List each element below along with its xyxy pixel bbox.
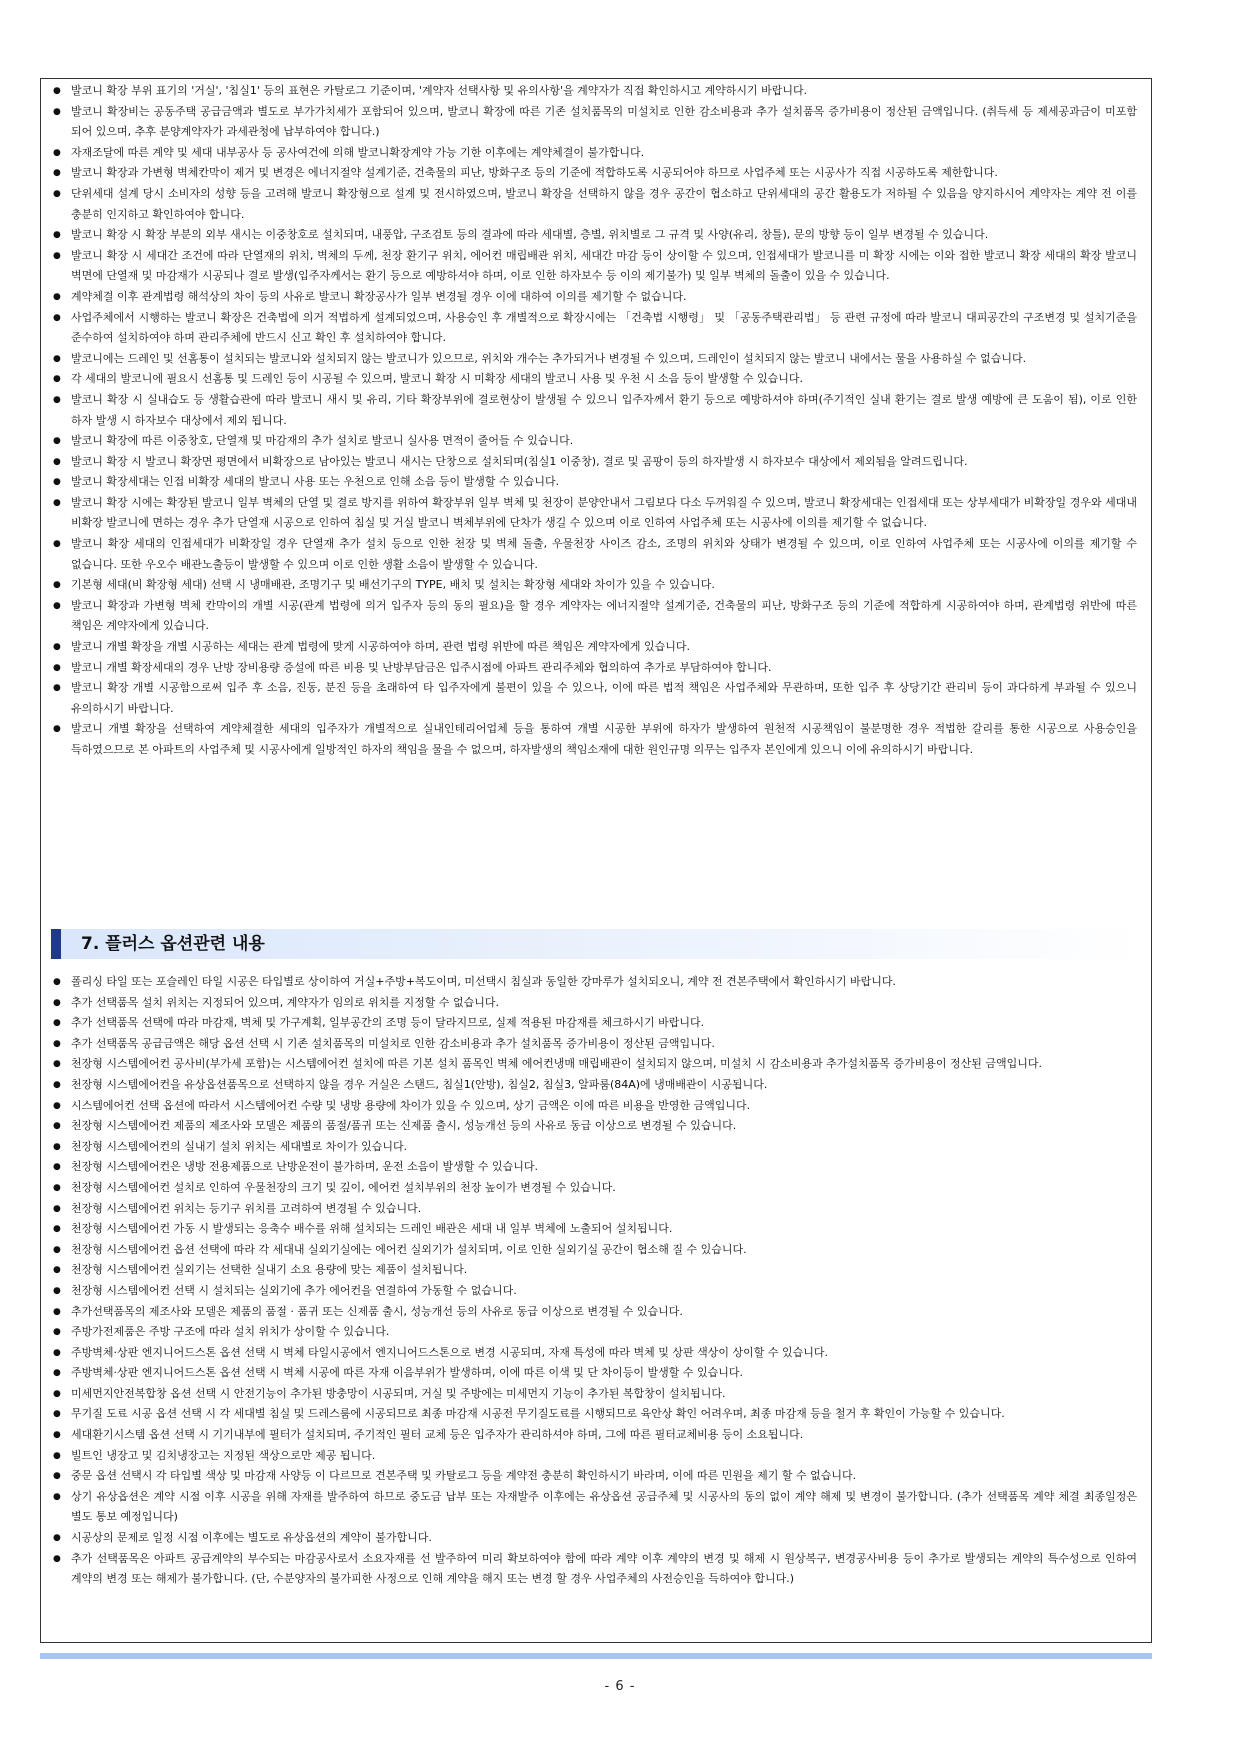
list-item: ● 각 세대의 발코니에 필요시 선홈통 및 드레인 등이 시공될 수 있으며, 발코니 확장 시 미확장 세대의 발코니 사용 및 우천 시 소음 등이 발생할 수 있습니다. <box>41 369 1151 390</box>
list-item: ● 주방벽체·상판 엔지니어드스톤 옵션 선택 시 벽체 타일시공에서 엔지니어드스톤으로 변경 시공되며, 자재 특성에 따라 벽체 및 상판 색상이 상이할 수 있습니다. <box>41 1343 1151 1364</box>
list-item: ● 발코니 확장 세대의 인접세대가 비확장일 경우 단열재 추가 설치 등으로 인한 천장 및 벽체 돌출, 우물천장 사이즈 감소, 조명의 위치와 상태가 변경될 수 있으며, 이로 인하여 사업주체 또는 시공사에 이의를 제기할 수 없습니다. 또한 우오수 배관노출등이 발생할 수 있으며 이로 인한 생활 소음이 발생할 수 있습니다. <box>41 534 1151 575</box>
list-item: ● 천장형 시스템에어컨 제품의 제조사와 모델은 제품의 품절/품귀 또는 신제품 출시, 성능개선 등의 사유로 동급 이상으로 변경될 수 있습니다. <box>41 1116 1151 1137</box>
list-item: ● 천장형 시스템에어컨은 냉방 전용제품으로 난방운전이 불가하며, 운전 소음이 발생할 수 있습니다. <box>41 1157 1151 1178</box>
list-item: ● 발코니 확장세대는 인접 비확장 세대의 발코니 사용 또는 우천으로 인해 소음 등이 발생할 수 있습니다. <box>41 472 1151 493</box>
list-item: ● 발코니 확장 부위 표기의 '거실', '침실1' 등의 표현은 카탈로그 기준이며, '계약자 선택사항 및 유의사항'을 계약자가 직접 확인하시고 계약하시기 바랍니다. <box>41 81 1151 102</box>
list-item: ● 추가 선택품목 설치 위치는 지정되어 있으며, 계약자가 임의로 위치를 지정할 수 없습니다. <box>41 993 1151 1014</box>
list-item: ● 주방벽체·상판 엔지니어드스톤 옵션 선택 시 벽체 시공에 따른 자재 이음부위가 발생하며, 이에 따른 이색 및 단 차이등이 발생할 수 있습니다. <box>41 1363 1151 1384</box>
list-item: ● 발코니 확장 개별 시공함으로써 입주 후 소음, 진동, 분진 등을 초래하여 타 입주자에게 불편이 있을 수 있으나, 이에 따른 법적 책임은 사업주체와 무관하며, 또한 입주 후 상당기간 관리비 등이 과다하게 부과될 수 있으니 유의하시기 바랍니다. <box>41 678 1151 719</box>
list-item: ● 추가 선택품목 공급금액은 해당 옵션 선택 시 기존 설치품목의 미설치로 인한 감소비용과 추가 설치품목 증가비용이 정산된 금액입니다. <box>41 1034 1151 1055</box>
list-item: ● 발코니 확장과 가변형 벽체 칸막이의 개별 시공(관계 법령에 의거 입주자 등의 동의 필요)을 할 경우 계약자는 에너지절약 설계기준, 건축물의 피난, 방화구조 등의 기준에 적합하게 시공하여야 하며, 관계법령 위반에 따른 책임은 계약자에게 있습니다. <box>41 596 1151 637</box>
list-item: ● 시스템에어컨 선택 옵션에 따라서 시스템에어컨 수량 및 냉방 용량에 차이가 있을 수 있으며, 상기 금액은 이에 따른 비용을 반영한 금액입니다. <box>41 1096 1151 1117</box>
list-item: ● 발코니 확장 시 확장 부분의 외부 새시는 이중창호로 설치되며, 내풍압, 구조검토 등의 결과에 따라 세대별, 층별, 위치별로 그 규격 및 사양(유리, 창틀), 문의 방향 등이 일부 변경될 수 있습니다. <box>41 225 1151 246</box>
plus-option-notice-list <box>41 972 1151 1590</box>
footer-rule <box>40 1653 1152 1659</box>
list-item: ● 발코니 확장비는 공동주택 공급금액과 별도로 부가가치세가 포함되어 있으며, 발코니 확장에 따른 기존 설치품목의 미설치로 인한 감소비용과 추가 설치품목 증가비용이 정산된 금액입니다. (취득세 등 제세공과금이 미포함 되어 있으며, 추후 분양계약자가 과세관청에 납부하여야 합니다.) <box>41 102 1151 143</box>
list-item: ● 미세먼지안전복합창 옵션 선택 시 안전기능이 추가된 방충망이 시공되며, 거실 및 주방에는 미세먼지 기능이 추가된 복합창이 설치됩니다. <box>41 1384 1151 1405</box>
list-item: ● 추가 선택품목은 아파트 공급계약의 부수되는 마감공사로서 소요자재를 선 발주하여 미리 확보하여야 함에 따라 계약 이후 계약의 변경 및 해제 시 원상복구, 변경공사비용 등이 추가로 발생되는 계약의 특수성으로 인하여 계약의 변경 또는 해제가 불가합니다. (단, 수분양자의 불가피한 사정으로 인해 계약을 해지 또는 변경 할 경우 사업주체의 사전승인을 득하여야 합니다.) <box>41 1549 1151 1590</box>
list-item: ● 주방가전제품은 주방 구조에 따라 설치 위치가 상이할 수 있습니다. <box>41 1322 1151 1343</box>
list-item: ● 발코니 확장과 가변형 벽체칸막이 제거 및 변경은 에너지절약 설계기준, 건축물의 피난, 방화구조 등의 기준에 적합하도록 시공되어야 하므로 사업주체 또는 시공사가 직접 시공하도록 제한합니다. <box>41 163 1151 184</box>
list-item: ● 천장형 시스템에어컨 공사비(부가세 포함)는 시스템에어컨 설치에 따른 기본 설치 품목인 벽체 에어컨냉매 매립배관이 설치되지 않으며, 미설치 시 감소비용과 추가설치품목 증가비용이 정산된 금액입니다. <box>41 1054 1151 1075</box>
list-item: ● 상기 유상옵션은 계약 시점 이후 시공을 위해 자재를 발주하여 하므로 중도금 납부 또는 자재발주 이후에는 유상옵션 공급주체 및 시공사의 동의 없이 계약 해제 및 변경이 불가합니다. (추가 선택품목 계약 체결 최종일정은 별도 통보 예정입니다) <box>41 1487 1151 1528</box>
list-item: ● 시공상의 문제로 일정 시점 이후에는 별도로 유상옵션의 계약이 불가합니다. <box>41 1528 1151 1549</box>
list-item: ● 발코니 개별 확장을 선택하여 계약체결한 세대의 입주자가 개별적으로 실내인테리어업체 등을 통하여 개별 시공한 부위에 하자가 발생하여 원천적 시공책임이 불분명한 경우 적법한 갈리를 통한 시공으로 사용승인을 득하였으므로 본 아파트의 사업주체 및 시공사에게 일방적인 하자의 책임을 물을 수 없으며, 하자발생의 책임소재에 대한 원인규명 의무는 입주자 본인에게 있으니 이에 유의하시기 바랍니다. <box>41 719 1151 760</box>
list-item: ● 단위세대 설계 당시 소비자의 성향 등을 고려해 발코니 확장형으로 설계 및 전시하였으며, 발코니 확장을 선택하지 않을 경우 공간이 협소하고 단위세대의 공간 활용도가 저하될 수 있음을 양지하시어 계약자는 계약 전 이를 충분히 인지하고 확인하여야 합니다. <box>41 184 1151 225</box>
notice-frame <box>40 78 1152 1643</box>
list-item: ● 천장형 시스템에어컨 위치는 등기구 위치를 고려하여 변경될 수 있습니다. <box>41 1199 1151 1220</box>
list-item: ● 추가선택품목의 제조사와 모델은 제품의 품절 · 품귀 또는 신제품 출시, 성능개선 등의 사유로 동급 이상으로 변경될 수 있습니다. <box>41 1302 1151 1323</box>
list-item: ● 계약체결 이후 관계법령 해석상의 차이 등의 사유로 발코니 확장공사가 일부 변경될 경우 이에 대하여 이의를 제기할 수 없습니다. <box>41 287 1151 308</box>
list-item: ● 발코니에는 드레인 및 선홈통이 설치되는 발코니와 설치되지 않는 발코니가 있으므로, 위치와 개수는 추가되거나 변경될 수 있으며, 드레인이 설치되지 않는 발코니 내에서는 물을 사용하실 수 없습니다. <box>41 349 1151 370</box>
list-item: ● 발코니 개별 확장을 개별 시공하는 세대는 관계 법령에 맞게 시공하여야 하며, 관련 법령 위반에 따른 책임은 계약자에게 있습니다. <box>41 637 1151 658</box>
list-item: ● 기본형 세대(비 확장형 세대) 선택 시 냉매배관, 조명기구 및 배선기구의 TYPE, 배치 및 설치는 확장형 세대와 차이가 있을 수 있습니다. <box>41 575 1151 596</box>
list-item: ● 천장형 시스템에어컨 설치로 인하여 우물천장의 크기 및 깊이, 에어컨 설치부위의 천장 높이가 변경될 수 있습니다. <box>41 1178 1151 1199</box>
list-item: ● 천장형 시스템에어컨 가동 시 발생되는 응축수 배수를 위해 설치되는 드레인 배관은 세대 내 일부 벽체에 노출되어 설치됩니다. <box>41 1219 1151 1240</box>
list-item: ● 발코니 확장 시 발코니 확장면 평면에서 비확장으로 남아있는 발코니 새시는 단창으로 설치되며(침실1 이중창), 결로 및 곰팡이 등의 하자발생 시 하자보수 대상에서 제외됨을 알려드립니다. <box>41 452 1151 473</box>
list-item: ● 빌트인 냉장고 및 김치냉장고는 지정된 색상으로만 제공 됩니다. <box>41 1446 1151 1467</box>
list-item: ● 사업주체에서 시행하는 발코니 확장은 건축법에 의거 적법하게 설계되었으며, 사용승인 후 개별적으로 확장시에는 「건축법 시행령」 및 「공동주택관리법」 등 관련 규정에 따라 발코니 대피공간의 구조변경 및 설치기준을 준수하여 설치하여야 하며 관리주체에 반드시 신고 확인 후 설치하여야 합니다. <box>41 308 1151 349</box>
list-item: ● 발코니 확장 시에는 확장된 발코니 일부 벽체의 단열 및 결로 방지를 위하여 확장부위 일부 벽체 및 천장이 분양안내서 그림보다 다소 두꺼워질 수 있으며, 발코니 확장세대는 인접세대 또는 상부세대가 비확장일 경우와 세대내 비확장 발코니에 면하는 경우 추가 단열재 시공으로 인하여 침실 및 거실 발코니 벽체부위에 단차가 생길 수 있으며 이로 인하여 사업주체 또는 시공사에 이의를 제기할 수 없습니다. <box>41 493 1151 534</box>
section-header-bar <box>51 929 61 959</box>
list-item: ● 무기질 도료 시공 옵션 선택 시 각 세대별 침실 및 드레스룸에 시공되므로 최종 마감재 시공전 무기질도료를 시행되므로 육안상 확인 어려우며, 최종 마감재 등을 철거 후 확인이 가능할 수 있습니다. <box>41 1404 1151 1425</box>
list-item: ● 천장형 시스템에어컨 옵션 선택에 따라 각 세대내 실외기실에는 에어컨 실외기가 설치되며, 이로 인한 실외기실 공간이 협소해 질 수 있습니다. <box>41 1240 1151 1261</box>
list-item: ● 천장형 시스템에어컨을 유상옵션품목으로 선택하지 않을 경우 거실은 스탠드, 침실1(안방), 침실2, 침실3, 알파룸(84A)에 냉매배관이 시공됩니다. <box>41 1075 1151 1096</box>
page-number: - 6 - <box>604 1679 636 1694</box>
section-title: 7. 플러스 옵션관련 내용 <box>81 934 265 954</box>
list-item: ● 발코니 확장 시 세대간 조건에 따라 단열재의 위치, 벽체의 두께, 천장 환기구 위치, 에어컨 매립배관 위치, 세대간 마감 등이 상이할 수 있으며, 인접세대가 발코니를 미 확장 시에는 이와 접한 발코니 확장 세대의 확장 발코니 벽면에 단열재 및 마감재가 시공되나 결로 발생(입주자께서는 환기 등으로 예방하셔야 하며, 이로 인한 하자보수 등 이의 제기불가) 및 일부 벽체의 돌출이 있을 수 있습니다. <box>41 246 1151 287</box>
list-item: ● 폴리싱 타일 또는 포슬레인 타일 시공은 타입별로 상이하여 거실+주방+복도이며, 미선택시 침실과 동일한 강마루가 설치되오니, 계약 전 견본주택에서 확인하시기 바랍니다. <box>41 972 1151 993</box>
list-item: ● 천장형 시스템에어컨의 실내기 설치 위치는 세대별로 차이가 있습니다. <box>41 1137 1151 1158</box>
list-item: ● 자재조달에 따른 계약 및 세대 내부공사 등 공사여건에 의해 발코니확장계약 가능 기한 이후에는 계약체결이 불가합니다. <box>41 143 1151 164</box>
list-item: ● 발코니 개별 확장세대의 경우 난방 장비용량 증설에 따른 비용 및 난방부담금은 입주시점에 아파트 관리주체와 협의하여 추가로 부담하여야 합니다. <box>41 658 1151 679</box>
list-item: ● 천장형 시스템에어컨 선택 시 설치되는 실외기에 추가 에어컨을 연결하여 가동할 수 없습니다. <box>41 1281 1151 1302</box>
section-header <box>51 929 1141 959</box>
list-item: ● 발코니 확장에 따른 이중창호, 단열재 및 마감재의 추가 설치로 발코니 실사용 면적이 줄어들 수 있습니다. <box>41 431 1151 452</box>
list-item: ● 세대환기시스템 옵션 선택 시 기기내부에 필터가 설치되며, 주기적인 필터 교체 등은 입주자가 관리하셔야 하며, 그에 따른 필터교체비용 등이 소요됩니다. <box>41 1425 1151 1446</box>
list-item: ● 천장형 시스템에어컨 실외기는 선택한 실내기 소요 용량에 맞는 제품이 설치됩니다. <box>41 1260 1151 1281</box>
list-item: ● 발코니 확장 시 실내습도 등 생활습관에 따라 발코니 새시 및 유리, 기타 확장부위에 결로현상이 발생될 수 있으니 입주자께서 환기 등으로 예방하셔야 하며(주기적인 실내 환기는 결로 발생 예방에 큰 도움이 됨), 이로 인한 하자 발생 시 하자보수 대상에서 제외 됩니다. <box>41 390 1151 431</box>
list-item: ● 추가 선택품목 선택에 따라 마감재, 벽체 및 가구계획, 일부공간의 조명 등이 달라지므로, 실제 적용된 마감재를 체크하시기 바랍니다. <box>41 1013 1151 1034</box>
balcony-notice-list <box>41 81 1151 761</box>
list-item: ● 중문 옵션 선택시 각 타입별 색상 및 마감재 사양등 이 다르므로 견본주택 및 카탈로그 등을 계약전 충분히 확인하시기 바라며, 이에 따른 민원을 제기 할 수 없습니다. <box>41 1466 1151 1487</box>
